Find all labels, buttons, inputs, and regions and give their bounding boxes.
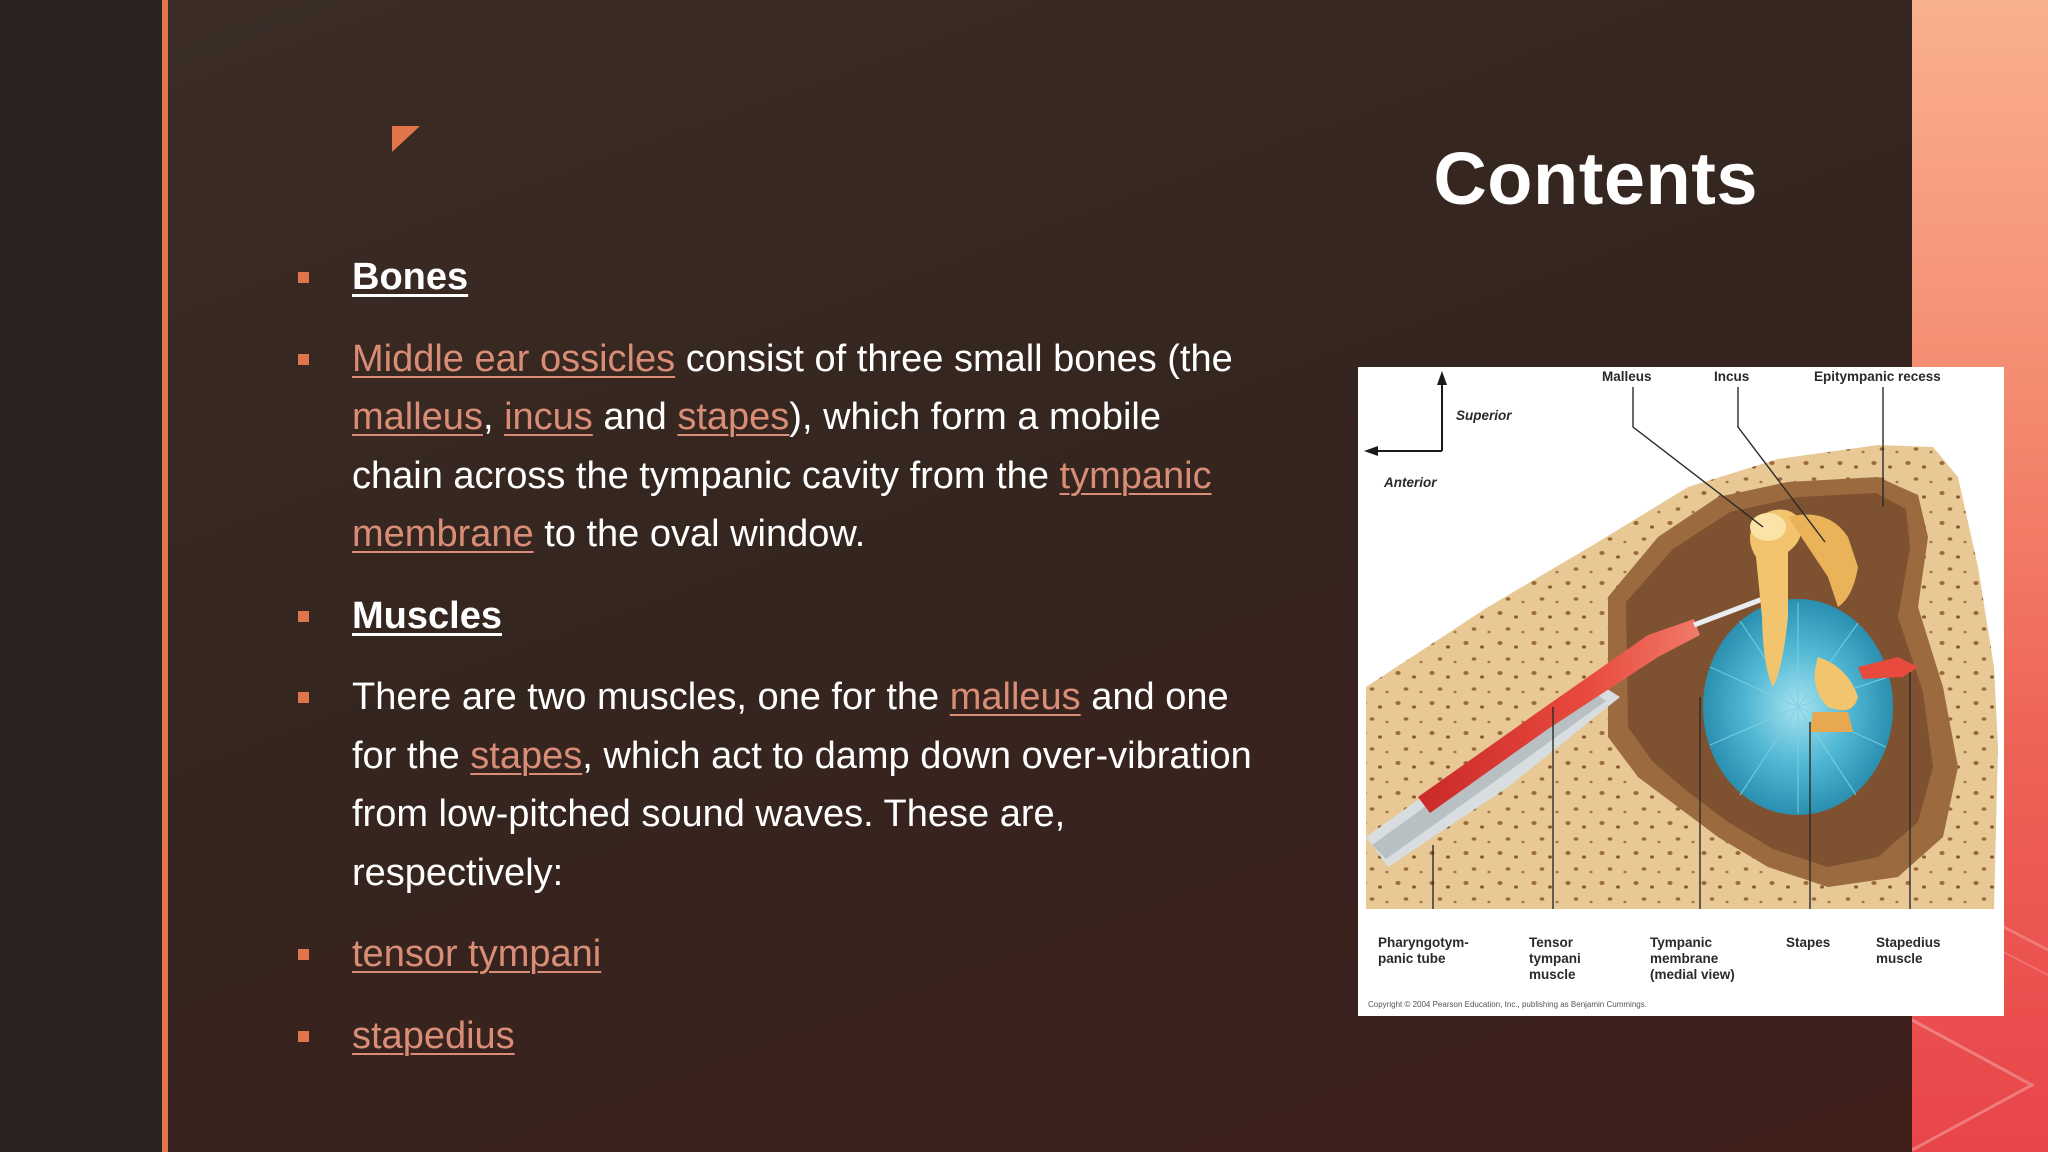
- label-stapedius-muscle: Stapedius muscle: [1876, 935, 1941, 966]
- bullet-bones-heading: [296, 248, 1256, 307]
- bullet-text: , which act to damp down over-vibration from low-pitched sound waves. These are, respectively:: [352, 734, 1252, 894]
- bullet-ossicles: [296, 330, 1256, 564]
- bullet-stapedius: [296, 1007, 1256, 1066]
- bullet-text: ), which form a mobile chain across the tympanic cavity from the: [352, 396, 1161, 497]
- bullet-muscles: [296, 668, 1256, 902]
- label-tensor-tympani-muscle: Tensor tympani muscle: [1529, 935, 1581, 982]
- label-superior: Superior: [1456, 408, 1512, 423]
- muscles-heading[interactable]: Muscles: [352, 594, 502, 637]
- label-incus: Incus: [1714, 369, 1750, 384]
- bones-heading[interactable]: Bones: [352, 256, 469, 298]
- left-dark-strip: [0, 0, 162, 1152]
- label-pharyngotympanic-tube: Pharyngotym- panic tube: [1378, 935, 1469, 966]
- triangle-corner-icon: [392, 126, 420, 152]
- link-incus[interactable]: incus: [504, 396, 593, 438]
- link-tympanic-membrane[interactable]: tympanic membrane: [352, 454, 1212, 555]
- figure-copyright: Copyright © 2004 Pearson Education, Inc., publishing as Benjamin Cummings.: [1368, 1000, 1647, 1009]
- bullet-text: ,: [482, 396, 505, 438]
- bullet-text: consist of three small bones (the: [675, 337, 1233, 380]
- bullet-text: and one for the: [352, 676, 1229, 777]
- bullet-tensor-tympani: [296, 925, 1256, 984]
- bullet-list: [296, 248, 1256, 1088]
- link-stapes-2[interactable]: stapes: [470, 734, 583, 777]
- link-stapedius[interactable]: stapedius: [352, 1014, 515, 1057]
- label-epitympanic-recess: Epitympanic recess: [1814, 369, 1941, 384]
- bullet-text: and: [592, 396, 678, 438]
- label-tympanic-membrane: Tympanic membrane (medial view): [1650, 935, 1735, 982]
- label-stapes: Stapes: [1786, 935, 1831, 950]
- middle-ear-illustration: [1358, 367, 2004, 1016]
- link-tensor-tympani[interactable]: tensor tympani: [352, 933, 602, 975]
- middle-ear-diagram: [1358, 367, 2004, 1016]
- label-malleus: Malleus: [1602, 369, 1652, 384]
- bullet-muscles-heading: [296, 587, 1256, 646]
- bullet-text: to the oval window.: [533, 513, 866, 555]
- link-stapes[interactable]: stapes: [677, 396, 790, 438]
- slide-title: Contents: [1433, 137, 1758, 220]
- link-malleus[interactable]: malleus: [352, 396, 483, 438]
- link-middle-ear-ossicles[interactable]: Middle ear ossicles: [352, 337, 676, 380]
- link-malleus-2[interactable]: malleus: [949, 676, 1081, 718]
- bullet-text: There are two muscles, one for the: [352, 676, 950, 718]
- label-anterior: Anterior: [1384, 475, 1437, 490]
